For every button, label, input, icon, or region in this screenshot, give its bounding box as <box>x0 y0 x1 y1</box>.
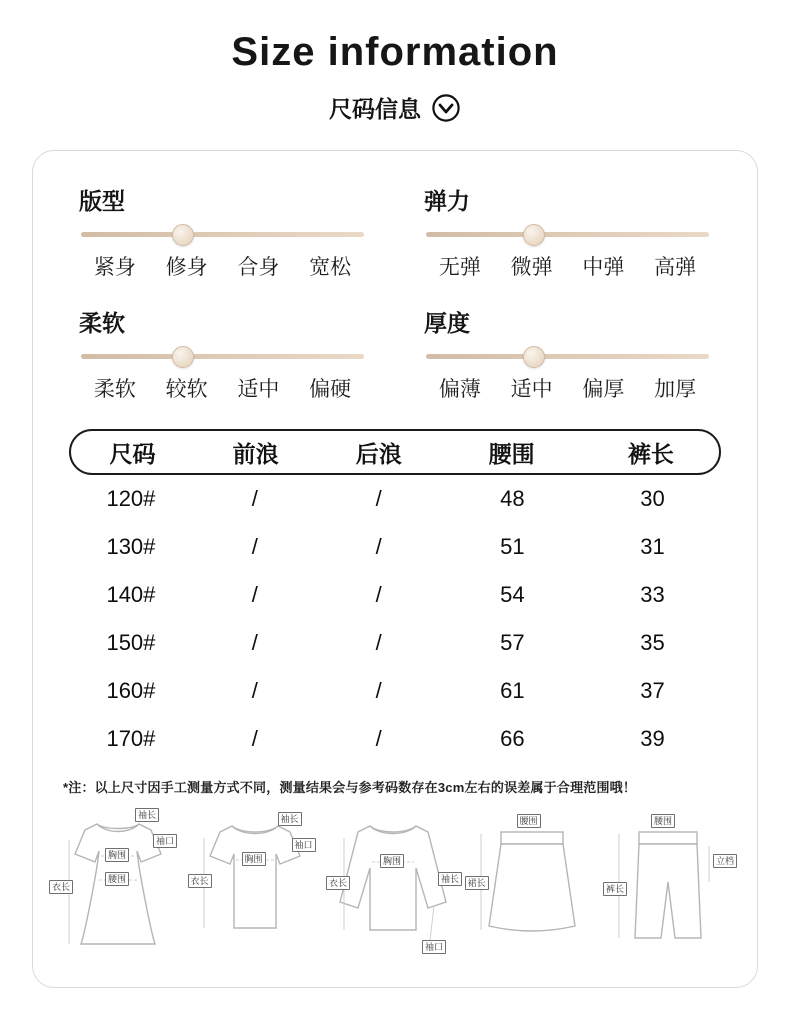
table-row <box>69 667 721 715</box>
tick-label: 合身 <box>237 256 280 279</box>
tick-label: 偏薄 <box>438 378 481 401</box>
diagram-short-sleeve-top <box>188 806 326 958</box>
slider-fit-knob[interactable] <box>172 224 194 246</box>
cell-back-rise: / <box>375 678 382 703</box>
cell-back-rise: / <box>375 486 382 511</box>
measurement-note: *注：以上尺寸因手工测量方式不同，测量结果会与参考码数存在3cm左右的误差属于合理范围哦！ <box>63 780 637 795</box>
col-header-back-rise: 后浪 <box>355 440 402 467</box>
cell-waist: 54 <box>500 582 525 607</box>
cell-size: 120# <box>106 486 156 511</box>
label-garment-length: 衣长 <box>188 874 212 888</box>
tick-label: 适中 <box>237 378 280 401</box>
slider-fit-title: 版型 <box>79 188 125 214</box>
cell-front-rise: / <box>251 534 258 559</box>
cell-pants-length: 33 <box>640 582 665 607</box>
label-bust: 胸围 <box>242 852 266 866</box>
label-waist: 腰围 <box>105 872 129 886</box>
slider-elasticity-labels <box>424 251 711 281</box>
table-row <box>69 475 721 523</box>
tick-label: 适中 <box>510 378 553 401</box>
attribute-sliders <box>33 151 757 411</box>
label-rise: 立档 <box>713 854 737 868</box>
col-header-front-rise: 前浪 <box>232 440 279 467</box>
slider-fit <box>79 183 366 281</box>
slider-elasticity-title: 弹力 <box>424 188 470 214</box>
measurement-diagrams <box>33 802 757 968</box>
label-cuff: 袖口 <box>292 838 316 852</box>
cell-waist: 57 <box>500 630 525 655</box>
cell-back-rise: / <box>375 630 382 655</box>
cell-front-rise: / <box>251 582 258 607</box>
tick-label: 紧身 <box>93 256 136 279</box>
diagram-skirt <box>465 806 603 958</box>
tick-label: 偏硬 <box>309 378 352 401</box>
tick-label: 微弹 <box>510 256 553 279</box>
cell-back-rise: / <box>375 726 382 751</box>
cell-back-rise: / <box>375 534 382 559</box>
table-row <box>69 715 721 763</box>
page-title: Size information <box>231 30 559 74</box>
slider-softness-title: 柔软 <box>79 310 125 336</box>
slider-elasticity <box>424 183 711 281</box>
label-skirt-length: 裙长 <box>465 876 489 890</box>
size-panel <box>32 150 758 988</box>
tick-label: 较软 <box>165 378 208 401</box>
label-bust: 胸围 <box>380 854 404 868</box>
cell-size: 150# <box>106 630 156 655</box>
diagram-pants <box>603 806 741 958</box>
size-table <box>33 411 757 763</box>
table-row <box>69 523 721 571</box>
slider-thickness <box>424 305 711 403</box>
col-header-waist: 腰围 <box>488 440 535 467</box>
tick-label: 高弹 <box>654 256 697 279</box>
slider-softness-track[interactable] <box>81 354 364 359</box>
diagram-long-sleeve-top <box>326 806 464 958</box>
tick-label: 偏厚 <box>582 378 625 401</box>
tick-label: 修身 <box>165 256 208 279</box>
cell-size: 130# <box>106 534 156 559</box>
table-row <box>69 571 721 619</box>
cell-pants-length: 39 <box>640 726 665 751</box>
cell-waist: 51 <box>500 534 525 559</box>
label-sleeve-length: 袖长 <box>135 808 159 822</box>
tick-label: 柔软 <box>93 378 136 401</box>
subtitle-row <box>0 91 790 124</box>
cell-pants-length: 37 <box>640 678 665 703</box>
size-table-header <box>69 429 721 475</box>
slider-elasticity-knob[interactable] <box>523 224 545 246</box>
label-sleeve-length: 袖长 <box>438 872 462 886</box>
cell-back-rise: / <box>375 582 382 607</box>
slider-fit-track[interactable] <box>81 232 364 237</box>
tick-label: 加厚 <box>654 378 697 401</box>
label-waist: 腰围 <box>517 814 541 828</box>
chevron-down-icon[interactable] <box>431 93 461 123</box>
slider-thickness-labels <box>424 373 711 403</box>
cell-waist: 48 <box>500 486 525 511</box>
cell-front-rise: / <box>251 678 258 703</box>
diagram-dress <box>49 806 187 958</box>
slider-softness <box>79 305 366 403</box>
cell-front-rise: / <box>251 726 258 751</box>
slider-softness-knob[interactable] <box>172 346 194 368</box>
col-header-size: 尺码 <box>109 440 156 467</box>
slider-fit-labels <box>79 251 366 281</box>
slider-thickness-track[interactable] <box>426 354 709 359</box>
cell-size: 170# <box>106 726 156 751</box>
label-cuff: 袖口 <box>422 940 446 954</box>
col-header-pants-length: 裤长 <box>627 440 674 467</box>
tick-label: 中弹 <box>582 256 625 279</box>
label-waist: 腰围 <box>651 814 675 828</box>
table-row <box>69 619 721 667</box>
cell-front-rise: / <box>251 630 258 655</box>
slider-elasticity-track[interactable] <box>426 232 709 237</box>
cell-pants-length: 31 <box>640 534 665 559</box>
label-sleeve-length: 袖长 <box>278 812 302 826</box>
tick-label: 无弹 <box>438 256 481 279</box>
tick-label: 宽松 <box>309 256 352 279</box>
size-info-page <box>0 30 790 988</box>
cell-pants-length: 35 <box>640 630 665 655</box>
label-pants-length: 裤长 <box>603 882 627 896</box>
cell-size: 140# <box>106 582 156 607</box>
page-subtitle: 尺码信息 <box>329 96 421 122</box>
slider-softness-labels <box>79 373 366 403</box>
label-bust: 胸围 <box>105 848 129 862</box>
cell-waist: 66 <box>500 726 525 751</box>
cell-pants-length: 30 <box>640 486 665 511</box>
label-garment-length: 衣长 <box>326 876 350 890</box>
slider-thickness-knob[interactable] <box>523 346 545 368</box>
label-cuff: 袖口 <box>153 834 177 848</box>
cell-front-rise: / <box>251 486 258 511</box>
label-garment-length: 衣长 <box>49 880 73 894</box>
slider-thickness-title: 厚度 <box>424 310 470 336</box>
cell-size: 160# <box>106 678 156 703</box>
cell-waist: 61 <box>500 678 525 703</box>
